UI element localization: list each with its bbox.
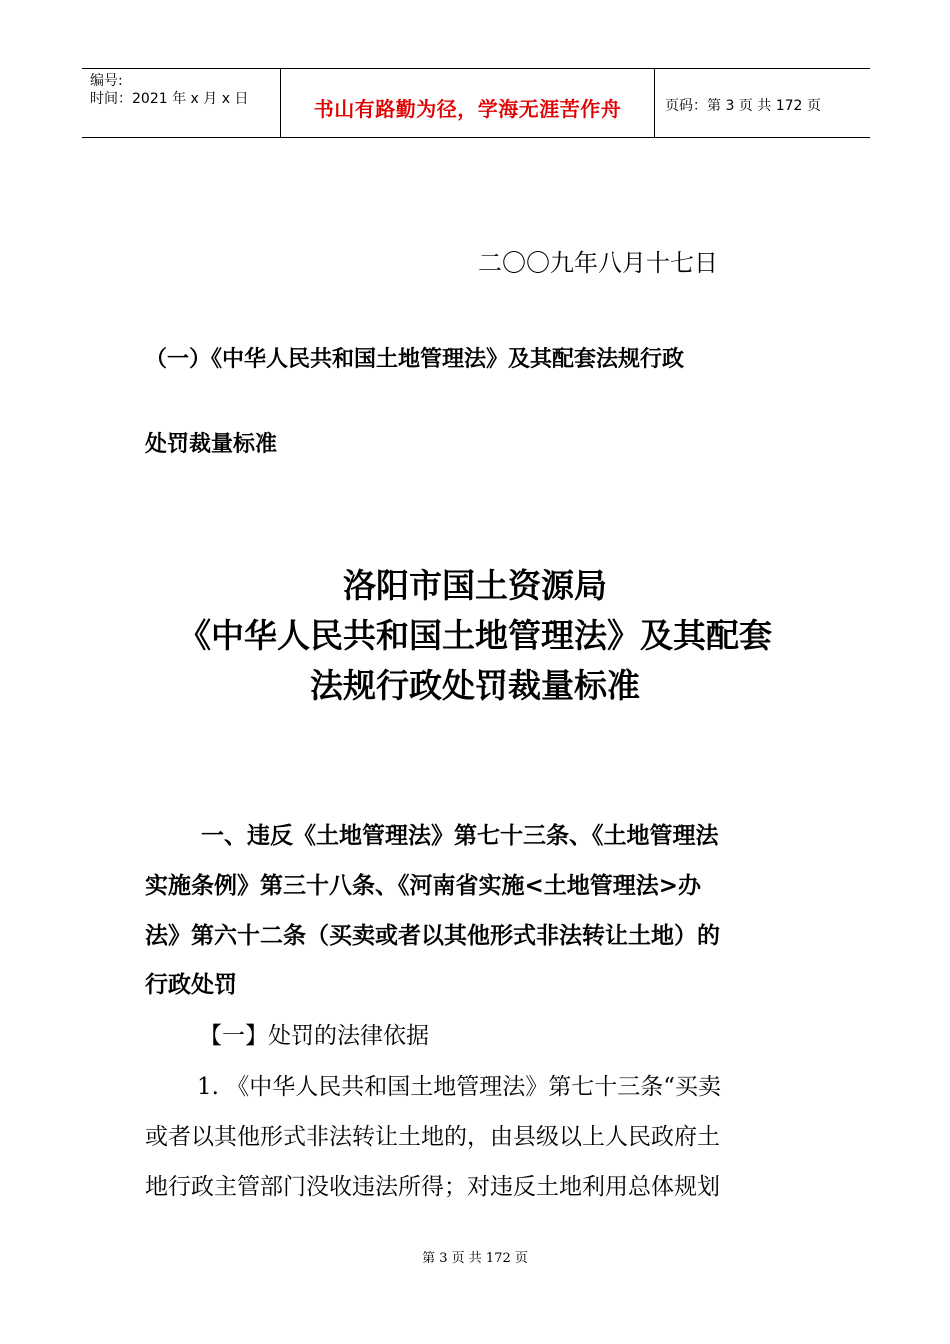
title-line3: 法规行政处罚裁量标准: [310, 666, 640, 705]
motto-text: 书山有路勤为径，学海无涯苦作舟: [313, 97, 622, 121]
document-date: 二〇〇九年八月十七日: [478, 249, 718, 277]
section-heading-line2: 处罚裁量标准: [145, 432, 278, 457]
para2-line2: 或者以其他形式非法转让土地的，由县级以上人民政府土: [145, 1124, 720, 1150]
serial-number-label: 编号:: [90, 73, 123, 89]
para1-line4: 行政处罚: [145, 972, 237, 998]
subheading-legal-basis: 【一】处罚的法律依据: [199, 1023, 429, 1049]
header-motto-cell: [280, 69, 655, 137]
section-heading-line1: （一）《中华人民共和国土地管理法》及其配套法规行政: [145, 347, 685, 372]
title-line2: 《中华人民共和国土地管理法》及其配套: [178, 616, 772, 655]
time-label: 时间：2021 年 x 月 x 日: [90, 91, 249, 107]
para1-line2: 实施条例》第三十八条、《河南省实施<土地管理法>办: [145, 873, 702, 899]
para1-line3: 法》第六十二条（买卖或者以其他形式非法转让土地）的: [145, 923, 720, 949]
page-footer: 第 3 页 共 172 页: [422, 1251, 528, 1266]
title-line1: 洛阳市国土资源局: [343, 566, 607, 605]
para2-line1: 1. 《中华人民共和国土地管理法》第七十三条“买卖: [197, 1074, 722, 1100]
para1-line1: 一、违反《土地管理法》第七十三条、《土地管理法: [201, 823, 719, 849]
header-left-cell: [82, 69, 280, 137]
para2-line3: 地行政主管部门没收违法所得；对违反土地利用总体规划: [145, 1174, 720, 1200]
header-page-info: 页码：第 3 页 共 172 页: [665, 98, 821, 114]
document-header: [82, 68, 870, 138]
header-page-cell: [655, 69, 870, 137]
